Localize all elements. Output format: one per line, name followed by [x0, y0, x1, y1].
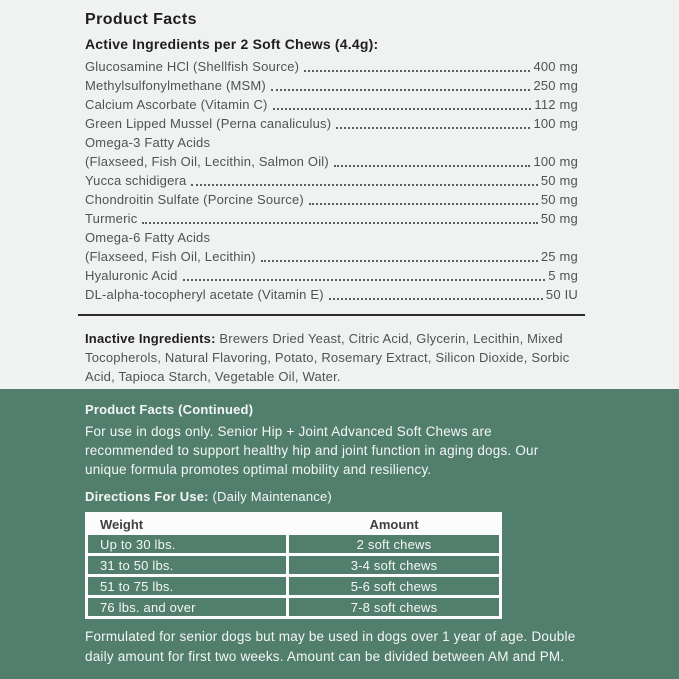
product-facts-continued-panel — [0, 389, 679, 679]
active-ingredients-heading: Active Ingredients per 2 Soft Chews (4.4g): — [85, 36, 379, 52]
ingredient-amount: 5 mg — [548, 268, 578, 283]
ingredient-name: Methylsulfonylmethane (MSM) — [85, 78, 266, 93]
ingredient-name: Hyaluronic Acid — [85, 268, 178, 283]
product-facts-title: Product Facts — [85, 11, 197, 28]
dot-leader — [183, 279, 546, 281]
amount-cell: 3-4 soft chews — [289, 556, 499, 574]
ingredient-group-row — [85, 133, 578, 152]
ingredient-row — [85, 285, 578, 304]
dot-leader — [261, 260, 538, 262]
ingredient-name: (Flaxseed, Fish Oil, Lecithin, Salmon Oil) — [85, 154, 329, 169]
ingredient-amount: 50 mg — [540, 173, 578, 188]
ingredient-name: DL-alpha-tocopheryl acetate (Vitamin E) — [85, 287, 324, 302]
ingredient-amount: 100 mg — [533, 154, 578, 169]
ingredient-row — [85, 209, 578, 228]
ingredient-row — [85, 190, 578, 209]
ingredient-amount: 100 mg — [533, 116, 578, 131]
dot-leader — [271, 89, 530, 91]
ingredient-row — [85, 57, 578, 76]
ingredient-name: Yucca schidigera — [85, 173, 187, 188]
amount-cell: 5-6 soft chews — [289, 577, 499, 595]
ingredient-name: Omega-3 Fatty Acids — [85, 135, 211, 150]
table-row — [88, 556, 499, 574]
dot-leader — [336, 127, 530, 129]
dosage-table — [85, 512, 502, 619]
continued-title: Product Facts (Continued) — [85, 402, 254, 417]
inactive-ingredients-text: Brewers Dried Yeast, Citric Acid, Glycerin, Lecithin, Mixed Tocopherols, Natural Flavoring, Potato, Rosemary Extract, Silicon Dioxide, Sorbic Acid, Tapioca Starch, Vegetable Oil, Water. — [85, 331, 570, 384]
ingredient-amount: 25 mg — [540, 249, 578, 264]
inactive-ingredients — [85, 329, 585, 386]
ingredient-amount: 400 mg — [533, 59, 578, 74]
weight-column-header: Weight — [100, 516, 144, 532]
directions-label: Directions For Use: — [85, 489, 209, 504]
dot-leader — [304, 70, 530, 72]
dot-leader — [273, 108, 532, 110]
ingredient-group-row — [85, 228, 578, 247]
ingredient-name: (Flaxseed, Fish Oil, Lecithin) — [85, 249, 256, 264]
ingredient-row — [85, 171, 578, 190]
ingredient-list — [85, 57, 578, 304]
ingredient-amount: 112 mg — [534, 97, 578, 112]
dot-leader — [142, 222, 537, 224]
ingredient-name: Green Lipped Mussel (Perna canaliculus) — [85, 116, 332, 131]
ingredient-name: Calcium Ascorbate (Vitamin C) — [85, 97, 268, 112]
dosage-footnote: Formulated for senior dogs but may be used in dogs over 1 year of age. Double daily amount for first two weeks. Amount can be divided between AM and PM. — [85, 629, 576, 664]
divider-line — [78, 314, 585, 316]
ingredient-row — [85, 152, 578, 171]
ingredient-name: Glucosamine HCl (Shellfish Source) — [85, 59, 300, 74]
table-row — [88, 535, 499, 553]
ingredient-name: Turmeric — [85, 211, 138, 226]
ingredient-row — [85, 114, 578, 133]
ingredient-name: Omega-6 Fatty Acids — [85, 230, 211, 245]
table-row — [88, 577, 499, 595]
amount-cell: 2 soft chews — [289, 535, 499, 553]
table-header-row — [88, 515, 499, 532]
ingredient-row — [85, 76, 578, 95]
dot-leader — [329, 298, 543, 300]
inactive-ingredients-label: Inactive Ingredients: — [85, 331, 216, 346]
amount-column-header: Amount — [369, 516, 419, 532]
ingredient-row — [85, 95, 578, 114]
dot-leader — [191, 184, 537, 186]
amount-cell: 7-8 soft chews — [289, 598, 499, 616]
directions-note: (Daily Maintenance) — [208, 489, 332, 504]
ingredient-amount: 50 mg — [540, 192, 578, 207]
weight-cell: 51 to 75 lbs. — [88, 577, 286, 595]
ingredient-amount: 50 IU — [545, 287, 578, 302]
dot-leader — [334, 165, 531, 167]
weight-cell: Up to 30 lbs. — [88, 535, 286, 553]
table-row — [88, 598, 499, 616]
directions-heading — [85, 489, 579, 504]
weight-cell: 31 to 50 lbs. — [88, 556, 286, 574]
ingredient-amount: 250 mg — [533, 78, 578, 93]
ingredient-row — [85, 247, 578, 266]
ingredient-amount: 50 mg — [540, 211, 578, 226]
ingredient-name: Chondroitin Sulfate (Porcine Source) — [85, 192, 304, 207]
dot-leader — [309, 203, 538, 205]
weight-cell: 76 lbs. and over — [88, 598, 286, 616]
ingredient-row — [85, 266, 578, 285]
usage-description: For use in dogs only. Senior Hip + Joint Advanced Soft Chews are recommended to support healthy hip and joint function in aging dogs. Our unique formula promotes optimal mobility and resiliency. — [85, 424, 539, 477]
